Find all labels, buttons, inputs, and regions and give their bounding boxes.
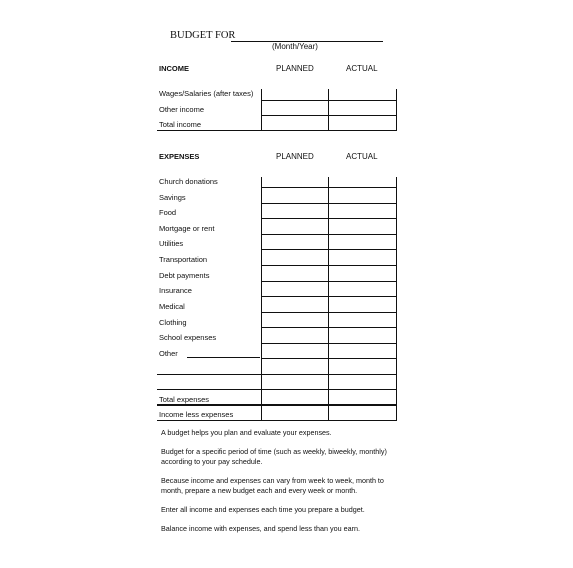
income-row-total: Total income bbox=[159, 120, 202, 129]
expense-row-clothing: Clothing bbox=[159, 318, 187, 327]
income-actual-right-border bbox=[396, 89, 397, 131]
note-3: Because income and expenses can vary from week to week, month to month, prepare a new budget each and every week or month. bbox=[161, 476, 384, 495]
form-title: BUDGET FOR bbox=[170, 30, 236, 41]
income-planned-left-border bbox=[261, 89, 262, 131]
expense-line-2 bbox=[261, 203, 396, 204]
income-line-3 bbox=[157, 130, 396, 131]
expense-row-school: School expenses bbox=[159, 333, 217, 342]
income-planned-header: PLANNED bbox=[276, 64, 314, 73]
income-heading: INCOME bbox=[159, 64, 189, 73]
expense-row-utilities: Utilities bbox=[159, 239, 184, 248]
expense-line-8 bbox=[261, 296, 396, 297]
expense-row-other: Other bbox=[159, 349, 178, 358]
expense-line-7 bbox=[261, 281, 396, 282]
expense-line-15 bbox=[157, 404, 396, 406]
expense-line-1 bbox=[261, 187, 396, 188]
expense-row-income-less: Income less expenses bbox=[159, 410, 234, 419]
expenses-heading: EXPENSES bbox=[159, 152, 200, 161]
note-2: Budget for a specific period of time (such as weekly, biweekly, monthly) according to your pay schedule. bbox=[161, 447, 387, 466]
expense-row-debt: Debt payments bbox=[159, 271, 210, 280]
expense-row-medical: Medical bbox=[159, 302, 185, 311]
expenses-actual-right-border bbox=[396, 177, 397, 421]
expense-row-food: Food bbox=[159, 208, 177, 217]
expense-line-4 bbox=[261, 234, 396, 235]
expense-row-church: Church donations bbox=[159, 177, 218, 186]
expense-line-13 bbox=[157, 374, 396, 375]
expenses-planned-left-border bbox=[261, 177, 262, 421]
income-line-1 bbox=[261, 100, 396, 101]
expense-line-10 bbox=[261, 327, 396, 328]
income-actual-header: ACTUAL bbox=[346, 64, 378, 73]
note-4: Enter all income and expenses each time you prepare a budget. bbox=[161, 505, 365, 514]
income-row-wages: Wages/Salaries (after taxes) bbox=[159, 89, 254, 98]
expense-line-3 bbox=[261, 218, 396, 219]
note-5: Balance income with expenses, and spend less than you earn. bbox=[161, 524, 360, 533]
expense-line-12 bbox=[261, 358, 396, 359]
expense-row-insurance: Insurance bbox=[159, 286, 192, 295]
expense-line-11 bbox=[261, 343, 396, 344]
income-row-other: Other income bbox=[159, 105, 205, 114]
expenses-column-divider bbox=[328, 177, 329, 421]
expense-row-transportation: Transportation bbox=[159, 255, 208, 264]
form-subtitle: (Month/Year) bbox=[272, 42, 318, 51]
expense-line-14 bbox=[157, 389, 396, 390]
expenses-planned-header: PLANNED bbox=[276, 152, 314, 161]
income-column-divider bbox=[328, 89, 329, 131]
expense-row-mortgage: Mortgage or rent bbox=[159, 224, 215, 233]
expense-line-5 bbox=[261, 249, 396, 250]
expenses-actual-header: ACTUAL bbox=[346, 152, 378, 161]
expense-row-savings: Savings bbox=[159, 193, 186, 202]
expense-line-9 bbox=[261, 312, 396, 313]
note-1: A budget helps you plan and evaluate your expenses. bbox=[161, 428, 332, 437]
expense-line-6 bbox=[261, 265, 396, 266]
other-expense-write-in-line[interactable] bbox=[187, 357, 260, 358]
income-line-2 bbox=[261, 115, 396, 116]
expense-line-16 bbox=[157, 420, 396, 421]
expense-row-total: Total expenses bbox=[159, 395, 210, 404]
